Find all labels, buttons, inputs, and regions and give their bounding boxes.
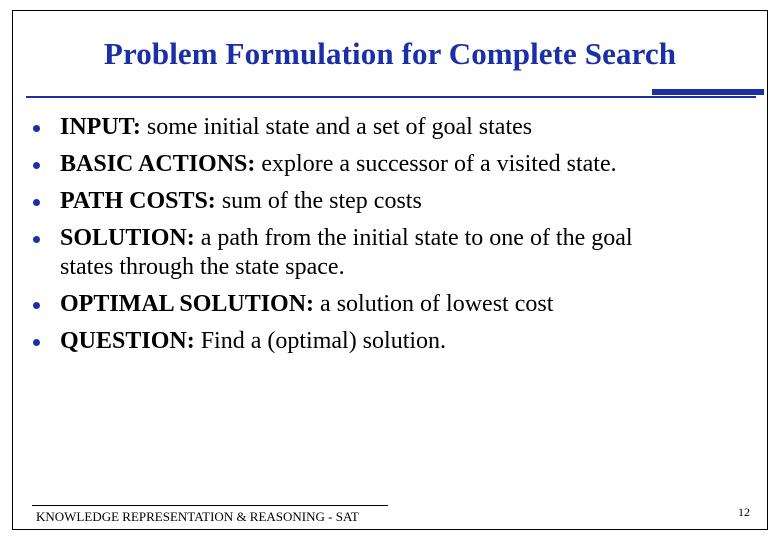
bullet-term: BASIC ACTIONS: <box>60 151 256 177</box>
bullet-item-basic-actions <box>30 150 760 179</box>
bullet-continuation: states through the state space. <box>60 254 345 280</box>
bullet-list <box>30 113 760 364</box>
bullet-text: Find a (optimal) solution. <box>194 328 447 354</box>
bullet-term: QUESTION: <box>60 328 195 354</box>
bullet-text: sum of the step costs <box>215 188 422 214</box>
bullet-item-path-costs <box>30 187 760 216</box>
bullet-term: INPUT: <box>60 114 141 140</box>
bullet-dot-icon <box>33 302 40 309</box>
bullet-dot-icon <box>33 236 40 243</box>
bullet-item-question <box>30 327 760 356</box>
bullet-dot-icon <box>33 199 40 206</box>
title-accent-bar <box>652 89 764 95</box>
bullet-text: a solution of lowest cost <box>314 291 554 317</box>
bullet-term: OPTIMAL SOLUTION: <box>60 291 315 317</box>
bullet-text: explore a successor of a visited state. <box>255 151 617 177</box>
bullet-item-input <box>30 113 760 142</box>
slide-title: Problem Formulation for Complete Search <box>103 36 677 71</box>
bullet-term: PATH COSTS: <box>60 188 216 214</box>
footer-text: KNOWLEDGE REPRESENTATION & REASONING - SAT <box>36 509 359 524</box>
page-number: 12 <box>738 505 750 519</box>
bullet-item-solution <box>30 224 760 282</box>
footer-rule <box>32 505 388 506</box>
title-underline <box>26 96 756 98</box>
bullet-text: some initial state and a set of goal states <box>140 114 533 140</box>
bullet-item-optimal-solution <box>30 290 760 319</box>
bullet-text: a path from the initial state to one of the goal <box>194 225 633 251</box>
bullet-dot-icon <box>33 339 40 346</box>
bullet-term: SOLUTION: <box>60 225 195 251</box>
bullet-dot-icon <box>33 125 40 132</box>
bullet-dot-icon <box>33 162 40 169</box>
